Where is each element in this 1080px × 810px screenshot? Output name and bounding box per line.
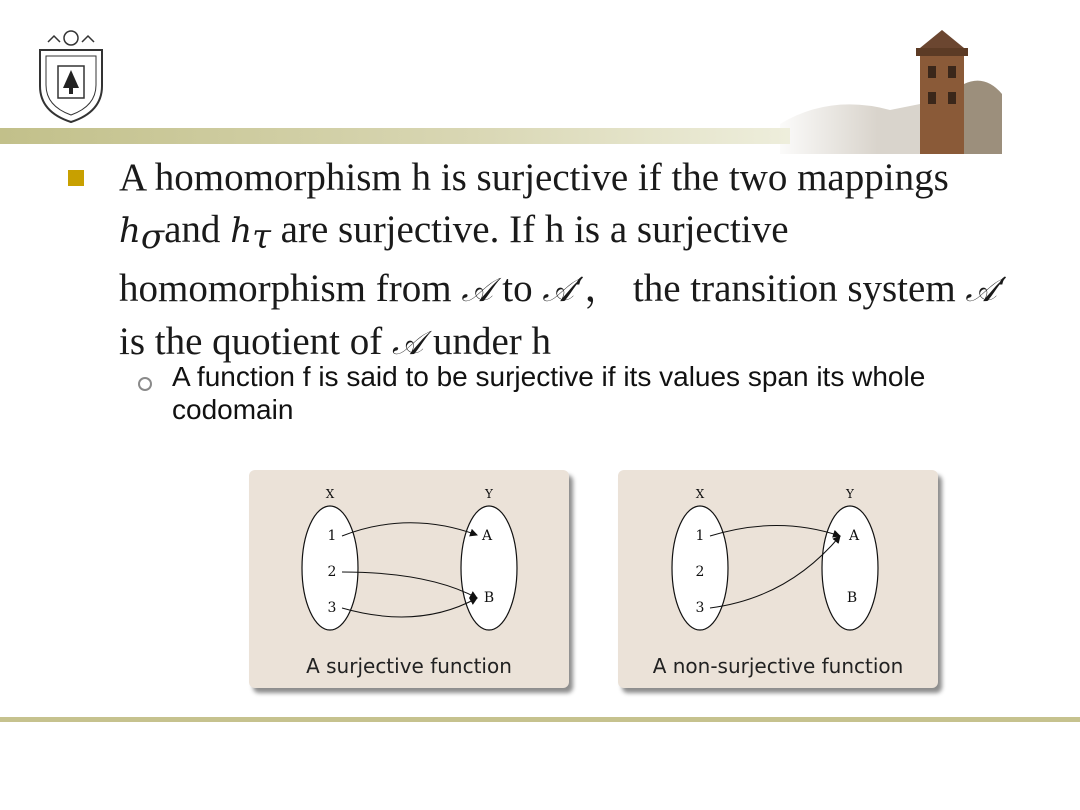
- codomain-ellipse: [461, 506, 517, 630]
- mapping-arrow: [342, 523, 477, 536]
- main-bullet-marker: [68, 170, 84, 186]
- codomain-label: Y: [485, 487, 493, 501]
- mapping-arrow: [710, 526, 840, 537]
- header-divider: [0, 128, 790, 144]
- domain-label: X: [695, 487, 705, 501]
- domain-element: 1: [695, 528, 705, 544]
- codomain-element: B: [483, 590, 495, 606]
- non-surjective-diagram: [618, 470, 938, 688]
- codomain-element: A: [848, 528, 860, 544]
- codomain-element: A: [481, 528, 493, 544]
- domain-label: X: [325, 487, 335, 501]
- sub-bullet-marker: [138, 377, 152, 391]
- domain-element: 2: [695, 564, 705, 580]
- codomain-ellipse: [822, 506, 878, 630]
- surjective-diagram: [249, 470, 569, 688]
- mapping-arrow: [342, 598, 477, 617]
- mapping-arrow: [710, 536, 840, 608]
- mapping-arrow: [342, 572, 477, 598]
- domain-element: 3: [327, 600, 337, 616]
- domain-element: 2: [327, 564, 337, 580]
- diagram-caption: A non-surjective function: [652, 654, 904, 678]
- main-bullet-text: A homomorphism h is surjective if the two mappings $h_\sigma and$ $h_\tau$ are surjective. If h is a surjective homomorphism from 𝒜 to 𝒜‘， the transition system 𝒜‘ is the quotient of 𝒜 under h: [119, 156, 1008, 363]
- codomain-label: Y: [846, 487, 854, 501]
- domain-element: 3: [695, 600, 705, 616]
- campus-tower-photo: [770, 14, 1010, 164]
- domain-element: 1: [327, 528, 337, 544]
- sub-bullet-text: A function f is said to be surjective if its values span its whole codomain: [172, 361, 926, 425]
- codomain-element: B: [846, 590, 858, 606]
- university-seal-logo: [30, 28, 112, 124]
- diagram-caption: A surjective function: [306, 654, 512, 678]
- footer-divider: [0, 717, 1080, 722]
